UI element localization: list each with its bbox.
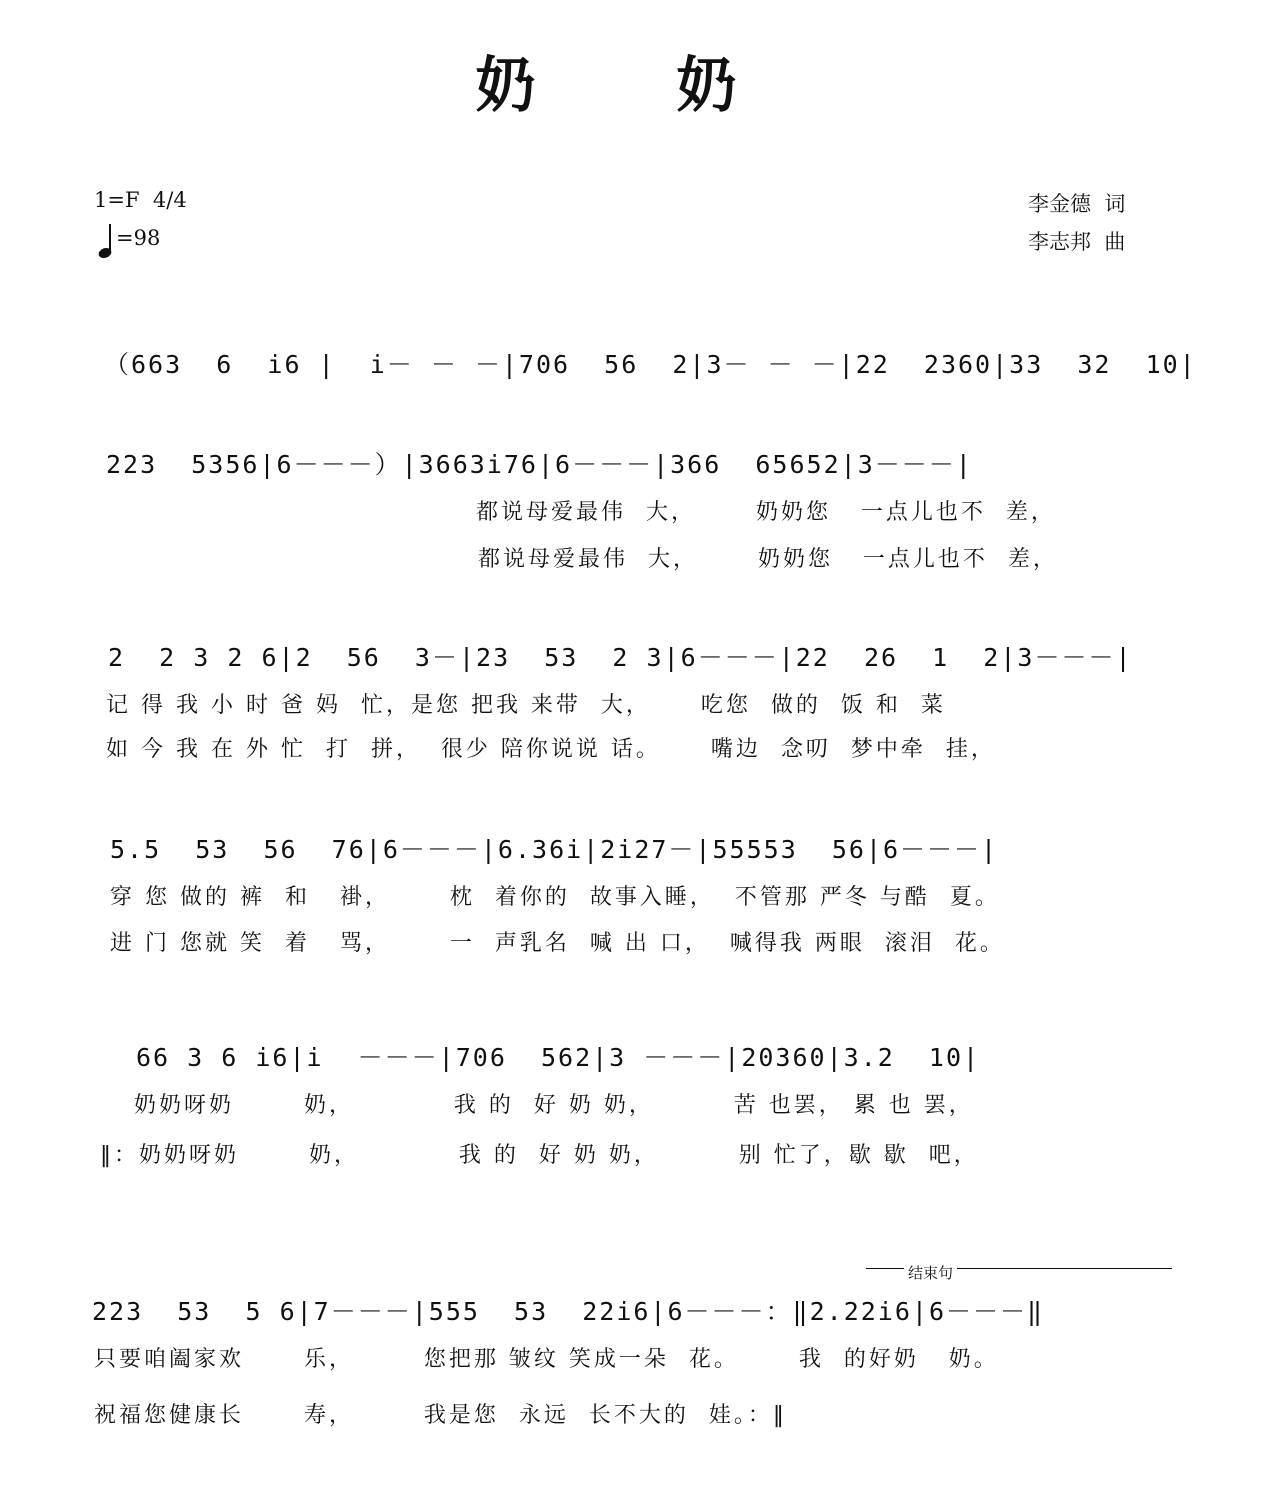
lyric-row-6-verse-1: 只要咱阖家欢 乐， 您把那 皱纹 笑成一朵 花。 我 的好奶 奶。 [94, 1347, 999, 1372]
notation-row-1: （663 6 i6 | i－ － －|706 56 2|3－ － －|22 2360|33 32 10| [104, 350, 1197, 379]
notation-row-5: 66 3 6 i6|i －－－|706 562|3 －－－|20360|3.2 10| [136, 1043, 981, 1072]
notation-row-6: 223 53 5 6|7－－－|555 53 22i6|6－－－：‖2.22i6|6－－－‖ [92, 1297, 1045, 1326]
key-time-signature: 1=F 4/4 [94, 188, 187, 212]
lyricist-credit: 李金德 词 [1028, 192, 1126, 216]
lyric-row-5-verse-2: ‖：奶奶呀奶 奶， 我 的 好 奶 奶， 别 忙了，歇 歇 吧， [100, 1143, 979, 1168]
notation-row-4: 5.5 53 56 76|6－－－|6.36i|2i27－|55553 56|6－－－| [110, 835, 999, 864]
ending-label: 结束句 [904, 1262, 957, 1283]
lyric-row-2-verse-1: 都说母爱最伟 大， 奶奶您 一点儿也不 差， [476, 500, 1056, 525]
notation-row-2: 223 5356|6－－－）|3663i76|6－－－|366 65652|3－－－| [106, 450, 973, 479]
song-title: 奶 奶 [475, 51, 797, 121]
lyric-row-4-verse-2: 进 门 您就 笑 着 骂， 一 声乳名 喊 出 口， 喊得我 两眼 滚泪 花。 [110, 931, 1005, 956]
lyric-row-2-verse-2: 都说母爱最伟 大， 奶奶您 一点儿也不 差， [478, 547, 1058, 572]
notation-row-3: 2 2 3 2 6|2 56 3－|23 53 2 3|6－－－|22 26 1 2|3－－－| [108, 643, 1133, 672]
quarter-note-icon [95, 220, 117, 260]
composer-credit: 李志邦 曲 [1028, 230, 1126, 254]
tempo-marking: =98 [116, 226, 161, 250]
lyric-row-5-verse-1: 奶奶呀奶 奶， 我 的 好 奶 奶， 苦 也罢， 累 也 罢， [134, 1093, 974, 1118]
lyric-row-3-verse-1: 记 得 我 小 时 爸 妈 忙，是您 把我 来带 大， 吃您 做的 饭 和 菜 [106, 693, 946, 718]
lyric-row-6-verse-2: 祝福您健康长 寿， 我是您 永远 长不大的 娃。：‖ [94, 1403, 787, 1428]
lyric-row-4-verse-1: 穿 您 做的 裤 和 褂， 枕 着你的 故事入睡， 不管那 严冬 与酷 夏。 [110, 885, 1000, 910]
lyric-row-3-verse-2: 如 今 我 在 外 忙 打 拼， 很少 陪你说说 话。 嘴边 念叨 梦中牵 挂， [106, 737, 996, 762]
